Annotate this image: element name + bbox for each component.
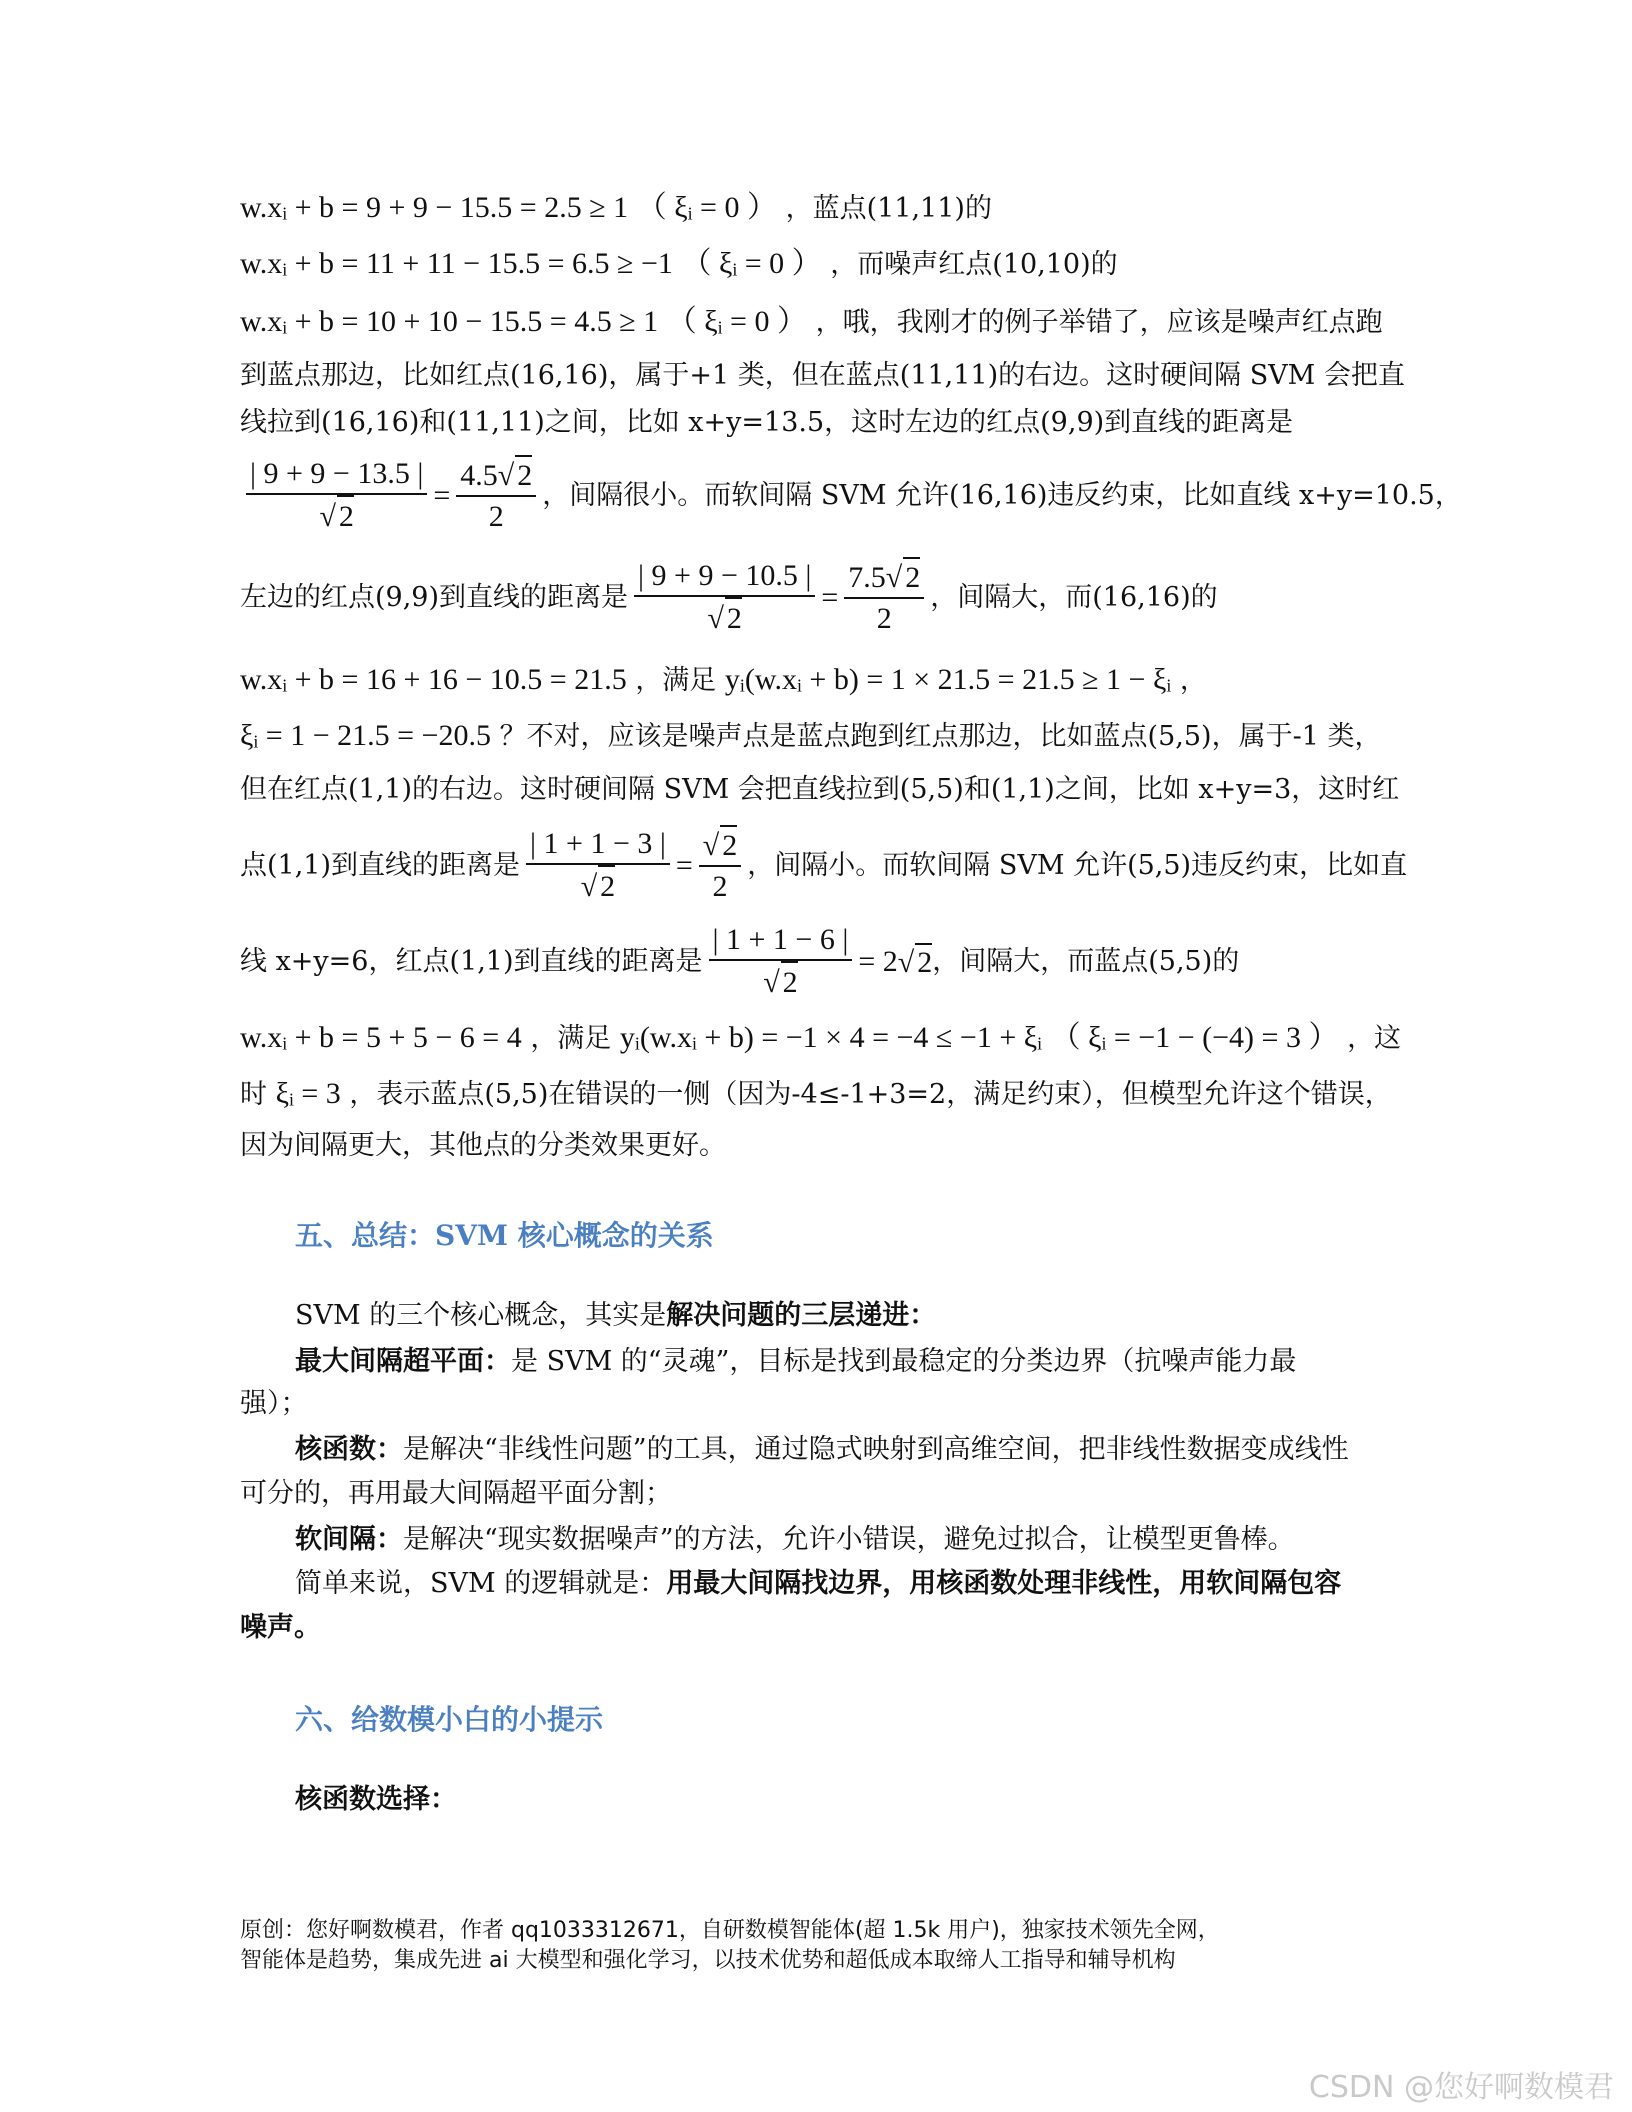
item-description: 是解决“现实数据噪声”的方法，允许小错误，避免过拟合，让模型更鲁棒。	[403, 1524, 1295, 1555]
paragraph-line: 线拉到(16,16)和(11,11)之间，比如 x+y=13.5，这时左边的红点(9,9)到直线的距离是	[240, 407, 1294, 438]
sqrt-radicand: 2	[903, 557, 920, 597]
numerator: | 9 + 9 − 13.5 |	[246, 455, 427, 495]
text-run: ，间隔小。而软间隔 SVM 允许(5,5)违反约束，比如直	[747, 850, 1408, 881]
bold-text: 用最大间隔找边界，用核函数处理非线性，用软间隔包容	[666, 1568, 1342, 1599]
math-expression: ξᵢ = 3	[275, 1077, 341, 1110]
math-expression: w.xᵢ + b = 10 + 10 − 15.5 = 4.5 ≥ 1	[240, 305, 659, 338]
fraction	[844, 557, 924, 639]
text-run: 点(1,1)到直线的距离是	[240, 850, 521, 881]
list-item	[295, 1432, 1349, 1468]
fraction	[699, 825, 741, 907]
numerator: | 1 + 1 − 6 |	[709, 921, 853, 961]
list-item	[295, 1344, 1296, 1380]
paragraph-line: 噪声。	[240, 1612, 321, 1643]
slack-value: （ ξᵢ = 0 ）	[681, 247, 822, 280]
sqrt-radicand: 2	[720, 825, 737, 865]
text-run: 线 x+y=6，红点(1,1)到直线的距离是	[240, 946, 703, 977]
text-run: 时	[240, 1079, 267, 1110]
section-heading: 六、给数模小白的小提示	[295, 1703, 604, 1736]
math-expression: w.xᵢ + b = 16 + 16 − 10.5 = 21.5	[240, 663, 627, 696]
item-term: 软间隔：	[295, 1524, 403, 1555]
fraction-line	[240, 552, 1218, 644]
fraction	[709, 921, 853, 1003]
equals-sign: =	[821, 581, 839, 614]
denominator: 2	[712, 870, 728, 903]
paragraph-line: 强）；	[240, 1388, 308, 1419]
paragraph-line: 可分的，再用最大间隔超平面分割；	[240, 1478, 672, 1509]
fraction	[634, 557, 815, 639]
equation-line	[240, 1076, 1392, 1113]
watermark: CSDN @您好啊数模君	[1308, 2070, 1614, 2105]
math-expression: yᵢ(w.xᵢ + b) = 1 × 21.5 = 21.5 ≥ 1 − ξᵢ	[724, 663, 1172, 696]
math-expression: w.xᵢ + b = 5 + 5 − 6 = 4	[240, 1021, 522, 1054]
equation-line	[240, 246, 1118, 283]
equation-line	[240, 718, 1381, 755]
slack-value: （ ξᵢ = −1 − (−4) = 3 ）	[1050, 1021, 1339, 1054]
item-description: 是解决“非线性问题”的工具，通过隐式映射到高维空间，把非线性数据变成线性	[403, 1434, 1349, 1465]
text-run: ，而噪声红点(10,10)的	[830, 249, 1118, 280]
text-run: ，表示蓝点(5,5)在错误的一侧（因为-4≤-1+3=2，满足约束），但模型允许这个错误，	[349, 1079, 1392, 1110]
denominator: √ 2	[634, 597, 815, 639]
numerator: | 9 + 9 − 10.5 |	[634, 557, 815, 597]
fraction-line	[240, 916, 1239, 1008]
sqrt-radicand: 2	[781, 961, 798, 1003]
slack-value: （ ξᵢ = 0 ）	[636, 191, 777, 224]
slack-value: （ ξᵢ = 0 ）	[666, 305, 807, 338]
equation-line	[240, 304, 1383, 341]
equals-sign: =	[433, 479, 451, 512]
denominator: 2	[876, 602, 892, 635]
math-expression: yᵢ(w.xᵢ + b) = −1 × 4 = −4 ≤ −1 + ξᵢ	[619, 1021, 1043, 1054]
text-run: ，满足	[530, 1023, 612, 1054]
numerator: 7.5√ 2	[844, 557, 924, 599]
text-run: SVM 的三个核心概念，其实是	[295, 1300, 667, 1331]
bold-text: 解决问题的三层递进：	[666, 1300, 937, 1331]
text-run: ，间隔大，而蓝点(5,5)的	[932, 946, 1240, 977]
paragraph-line: 到蓝点那边，比如红点(16,16)，属于+1 类，但在蓝点(11,11)的右边。这时硬间隔 SVM 会把直	[240, 360, 1405, 391]
text-run: ，间隔大，而(16,16)的	[930, 582, 1218, 613]
footer-note: 原创：您好啊数模君，作者 qq1033312671，自研数模智能体(超 1.5k 用户)，独家技术领先全网，	[240, 1918, 1220, 1943]
text-run: ，满足	[635, 665, 717, 696]
paragraph-line: 但在红点(1,1)的右边。这时硬间隔 SVM 会把直线拉到(5,5)和(1,1)之间，比如 x+y=3，这时红	[240, 774, 1400, 805]
fraction-line	[240, 820, 1407, 912]
text-run: 简单来说，SVM 的逻辑就是：	[295, 1568, 667, 1599]
text-run: ，这	[1347, 1023, 1402, 1054]
fraction	[456, 455, 536, 537]
denominator: √ 2	[246, 495, 427, 537]
paragraph-line	[295, 1298, 936, 1334]
numerator: √ 2	[699, 825, 741, 867]
item-term: 最大间隔超平面：	[295, 1346, 511, 1377]
fraction	[526, 825, 670, 907]
footer-note: 智能体是趋势，集成先进 ai 大模型和强化学习，以技术优势和超低成本取缔人工指导和辅导机构	[240, 1948, 1176, 1973]
sqrt-radicand: 2	[515, 455, 532, 495]
equation-line	[240, 1020, 1401, 1057]
paragraph-line	[295, 1566, 1341, 1602]
numerator: 4.5√ 2	[456, 455, 536, 497]
list-item	[295, 1522, 1295, 1558]
section-heading: 五、总结：SVM 核心概念的关系	[295, 1219, 714, 1252]
subheading: 核函数选择：	[295, 1784, 457, 1815]
sqrt-radicand: 2	[915, 943, 932, 981]
item-term: 核函数：	[295, 1434, 403, 1465]
fraction	[246, 455, 427, 537]
sqrt-radicand: 2	[337, 495, 354, 537]
text-run: 左边的红点(9,9)到直线的距离是	[240, 582, 629, 613]
coefficient: 7.5	[848, 561, 886, 594]
math-expression: w.xᵢ + b = 11 + 11 − 15.5 = 6.5 ≥ −1	[240, 247, 673, 280]
root-expression: √ 2	[898, 943, 932, 981]
text-run: ，哦，我刚才的例子举错了，应该是噪声红点跑	[815, 307, 1383, 338]
math-expression: ξᵢ = 1 − 21.5 = −20.5	[240, 719, 491, 752]
text-run: ，蓝点(11,11)的	[785, 193, 992, 224]
denominator: √ 2	[709, 961, 853, 1003]
text-run: ，间隔很小。而软间隔 SVM 允许(16,16)违反约束，比如直线 x+y=10.5，	[542, 480, 1462, 511]
text-run: ？不对，应该是噪声点是蓝点跑到红点那边，比如蓝点(5,5)，属于-1 类，	[499, 721, 1382, 752]
item-description: 是 SVM 的“灵魂”，目标是找到最稳定的分类边界（抗噪声能力最	[511, 1346, 1297, 1377]
denominator: √ 2	[526, 865, 670, 907]
sqrt-radicand: 2	[598, 865, 615, 907]
denominator: 2	[488, 500, 504, 533]
text-run: ，	[1179, 665, 1207, 696]
equals-sign: =	[675, 849, 693, 882]
math-expression: w.xᵢ + b = 9 + 9 − 15.5 = 2.5 ≥ 1	[240, 191, 629, 224]
coefficient: 4.5	[460, 459, 498, 492]
sqrt-radicand: 2	[725, 597, 742, 639]
equation-line	[240, 662, 1207, 699]
numerator: | 1 + 1 − 3 |	[526, 825, 670, 865]
equals-sign: = 2	[858, 945, 898, 978]
paragraph-line: 因为间隔更大，其他点的分类效果更好。	[240, 1130, 726, 1161]
fraction-line	[240, 450, 1462, 542]
equation-line	[240, 190, 992, 227]
